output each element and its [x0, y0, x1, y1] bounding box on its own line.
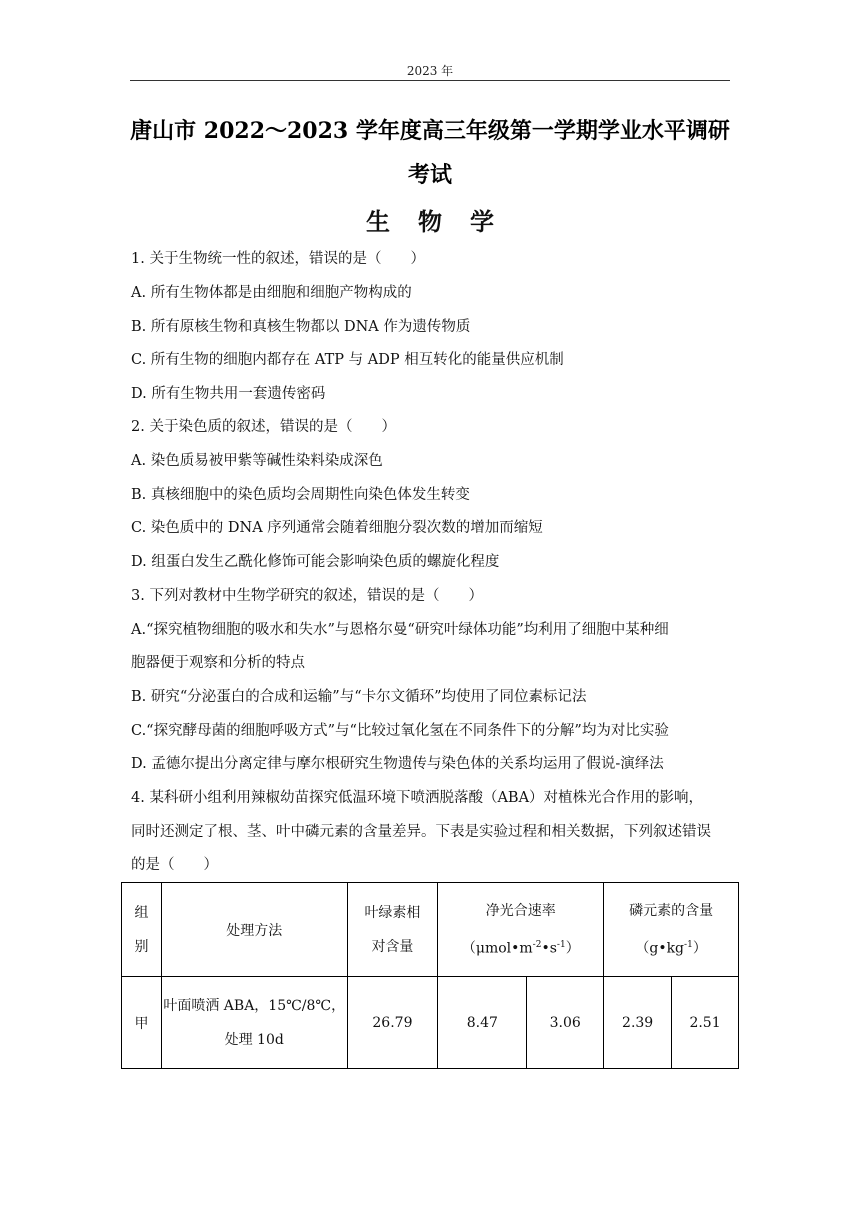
- header-group: 组 别: [122, 883, 162, 977]
- cell-phosphorus-a: 2.39: [604, 977, 672, 1069]
- question-2-option-c: C. 染色质中的 DNA 序列通常会随着细胞分裂次数的增加而缩短: [131, 520, 543, 536]
- exam-title-line-1: 唐山市 2022～2023 学年度高三年级第一学期学业水平调研: [130, 118, 730, 144]
- question-3-option-b: B. 研究“分泌蛋白的合成和运输”与“卡尔文循环”均使用了同位素标记法: [131, 689, 587, 705]
- header-chlorophyll: 叶绿素相 对含量: [347, 883, 438, 977]
- question-3-option-c: C.“探究酵母菌的细胞呼吸方式”与“比较过氧化氢在不同条件下的分解”均为对比实验: [131, 723, 669, 739]
- question-1-stem: 1. 关于生物统一性的叙述，错误的是（ ）: [131, 251, 425, 267]
- table-header-row: [122, 883, 739, 977]
- question-1-option-a: A. 所有生物体都是由细胞和细胞产物构成的: [131, 285, 412, 301]
- question-2-option-d: D. 组蛋白发生乙酰化修饰可能会影响染色质的螺旋化程度: [131, 554, 500, 570]
- page-header: 2023 年: [406, 64, 454, 78]
- cell-photosynthesis-b: 3.06: [527, 977, 604, 1069]
- question-3-option-d: D. 孟德尔提出分离定律与摩尔根研究生物遗传与染色体的关系均运用了假说-演绎法: [131, 756, 664, 772]
- header-divider: [130, 80, 730, 81]
- question-3-option-a-line-2: 胞器便于观察和分析的特点: [131, 655, 305, 671]
- cell-method: 叶面喷洒 ABA，15℃/8℃， 处理 10d: [161, 977, 347, 1069]
- cell-chlorophyll: 26.79: [347, 977, 438, 1069]
- question-4-stem-line-3: 的是（ ）: [131, 857, 218, 873]
- question-1-option-d: D. 所有生物共用一套遗传密码: [131, 386, 326, 402]
- question-2-option-a: A. 染色质易被甲紫等碱性染料染成深色: [131, 453, 383, 469]
- question-4-stem-line-1: 4. 某科研小组利用辣椒幼苗探究低温环境下喷洒脱落酸（ABA）对植株光合作用的影响，: [131, 790, 704, 806]
- question-3-stem: 3. 下列对教材中生物学研究的叙述，错误的是（ ）: [131, 588, 483, 604]
- subject-title: 生物学: [366, 207, 522, 236]
- cell-phosphorus-b: 2.51: [672, 977, 739, 1069]
- photosynthesis-unit: $(\mu mol•m^{-2}•s^{-1})$: [461, 939, 580, 957]
- question-3-option-a-line-1: A.“探究植物细胞的吸水和失水”与恩格尔曼“研究叶绿体功能”均利用了细胞中某种细: [131, 622, 669, 638]
- question-1-option-c: C. 所有生物的细胞内都存在 ATP 与 ADP 相互转化的能量供应机制: [131, 352, 564, 368]
- question-2-option-b: B. 真核细胞中的染色质均会周期性向染色体发生转变: [131, 487, 470, 503]
- cell-photosynthesis-a: 8.47: [438, 977, 527, 1069]
- experiment-data-table: [121, 882, 739, 1069]
- cell-group: 甲: [122, 977, 162, 1069]
- question-2-stem: 2. 关于染色质的叙述，错误的是（ ）: [131, 419, 396, 435]
- header-net-photosynthesis: 净光合速率 $(\mu mol•m^{-2}•s^{-1})$: [438, 883, 604, 977]
- question-4-stem-line-2: 同时还测定了根、茎、叶中磷元素的含量差异。下表是实验过程和相关数据，下列叙述错误: [131, 824, 711, 840]
- header-method: 处理方法: [161, 883, 347, 977]
- exam-title-line-2: 考试: [407, 162, 452, 188]
- header-phosphorus: 磷元素的含量 $(g•kg^{-1})$: [604, 883, 739, 977]
- question-1-option-b: B. 所有原核生物和真核生物都以 DNA 作为遗传物质: [131, 319, 471, 335]
- table-row: [122, 977, 739, 1069]
- phosphorus-unit: $(g•kg^{-1})$: [635, 939, 707, 957]
